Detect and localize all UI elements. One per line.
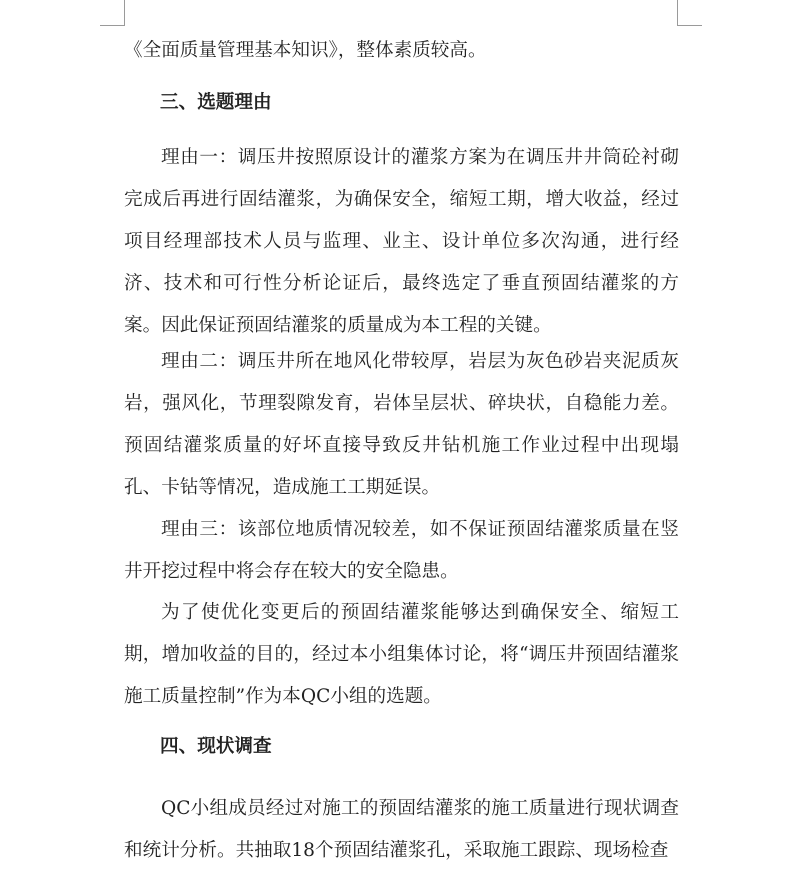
section-3-paragraph-3: 理由三：该部位地质情况较差，如不保证预固结灌浆质量在竖井开挖过程中将会存在较大的安全隐患。 bbox=[124, 519, 679, 582]
section-3-paragraph-1: 理由一：调压井按照原设计的灌浆方案为在调压井井筒砼衬砌完成后再进行固结灌浆，为确保安全，缩短工期，增大收益，经过项目经理部技术人员与监理、业主、设计单位多次沟通，进行经济、技术和可行性分析论证后，最终选定了垂直预固结灌浆的方案。因此保证预固结灌浆的质量成为本工程的关键。 bbox=[124, 147, 679, 336]
crop-mark-right-vertical bbox=[677, 0, 678, 26]
crop-mark-left-horizontal bbox=[100, 25, 125, 26]
section-3-paragraph-4: 为了使优化变更后的预固结灌浆能够达到确保安全、缩短工期，增加收益的目的，经过本小组集体讨论，将“调压井预固结灌浆施工质量控制”作为本QC小组的选题。 bbox=[124, 602, 679, 707]
section-3-heading: 三、选题理由 bbox=[160, 92, 272, 113]
section-4-heading: 四、现状调查 bbox=[160, 736, 272, 757]
crop-mark-left-vertical bbox=[124, 0, 125, 26]
intro-tail-text: 《全面质量管理基本知识》，整体素质较高。 bbox=[124, 40, 487, 61]
section-3-paragraph-2: 理由二：调压井所在地风化带较厚，岩层为灰色砂岩夹泥质灰岩，强风化，节理裂隙发育，岩体呈层状、碎块状，自稳能力差。预固结灌浆质量的好坏直接导致反井钻机施工作业过程中出现塌孔、卡钻等情况，造成施工工期延误。 bbox=[124, 351, 679, 498]
section-4-paragraph-1: QC小组成员经过对施工的预固结灌浆的施工质量进行现状调查和统计分析。共抽取18个预固结灌浆孔，采取施工跟踪、现场检查 bbox=[124, 798, 679, 861]
crop-mark-right-horizontal bbox=[677, 25, 702, 26]
